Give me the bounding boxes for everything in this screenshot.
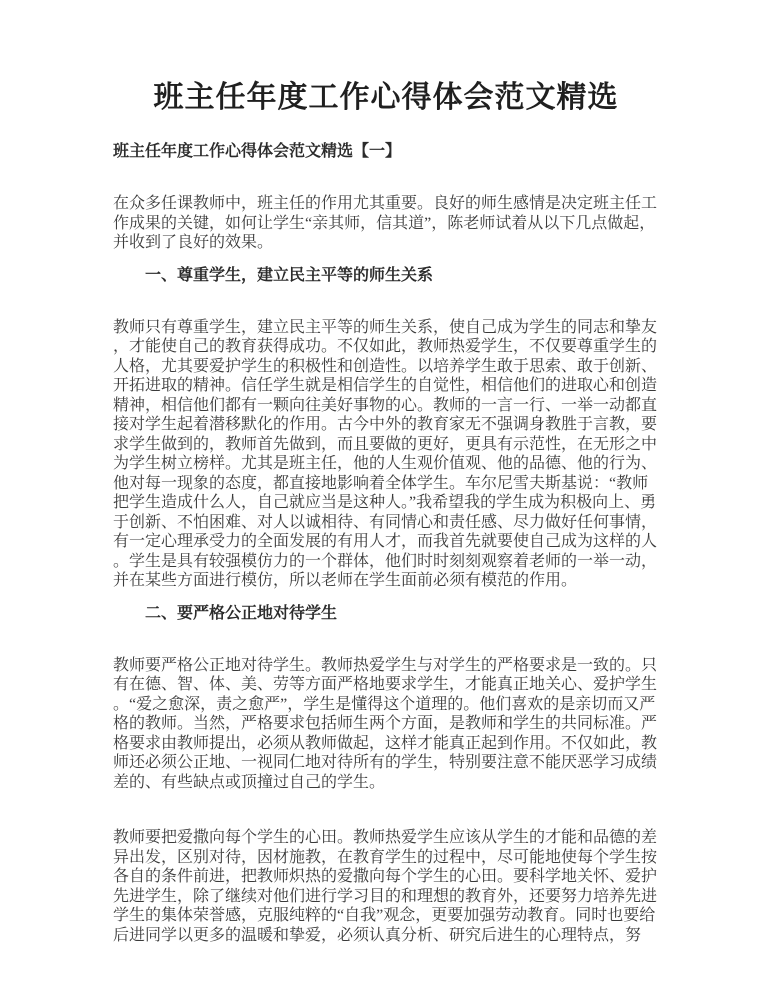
paragraph-section-2a: 教师要严格公正地对待学生。教师热爱学生与对学生的严格要求是一致的。只有在德、智、体、美、劳等方面严格地要求学生，才能真正地关心、爱护学生。“爱之愈深，责之愈严”，学生是懂得这个道理的。他们喜欢的是亲切而又严格的教师。当然，严格要求包括师生两个方面，是教师和学生的共同标准。严格要求由教师提出，必须从教师做起，这样才能真正起到作用。不仅如此，教师还必须公正地、一视同仁地对待所有的学生，特别要注意不能厌恶学习成绩差的、有些缺点或顶撞过自己的学生。 <box>113 656 658 791</box>
paragraph-section-2b: 教师要把爱撒向每个学生的心田。教师热爱学生应该从学生的才能和品德的差异出发，区别对待，因材施教，在教育学生的过程中，尽可能地使每个学生按各自的条件前进，把教师炽热的爱撒向每个学生的心田。要科学地关怀、爱护先进学生，除了继续对他们进行学习目的和理想的教育外，还要努力培养先进学生的集体荣誉感，克服纯粹的“自我”观念，更要加强劳动教育。同时也要给后进同学以更多的温暖和挚爱，必须认真分析、研究后进生的心理特点，努 <box>113 829 658 944</box>
section-heading-2: 二、要严格公正地对待学生 <box>145 604 338 622</box>
document-subtitle: 班主任年度工作心得体会范文精选【一】 <box>113 143 402 160</box>
paragraph-intro: 在众多任课教师中，班主任的作用尤其重要。良好的师生感情是决定班主任工作成果的关键，如何让学生“亲其师，信其道”，陈老师试着从以下几点做起，并收到了良好的效果。 <box>113 195 658 251</box>
section-heading-1: 一、尊重学生，建立民主平等的师生关系 <box>145 266 434 284</box>
document-title: 班主任年度工作心得体会范文精选 <box>153 81 619 114</box>
paragraph-section-1: 教师只有尊重学生，建立民主平等的师生关系，使自己成为学生的同志和挚友，才能使自己的教育获得成功。不仅如此，教师热爱学生，不仅要尊重学生的人格，尤其要爱护学生的积极性和创造性。以培养学生敢于思索、敢于创新、开拓进取的精神。信任学生就是相信学生的自觉性，相信他们的进取心和创造精神，相信他们都有一颗向往美好事物的心。教师的一言一行、一举一动都直接对学生起着潜移默化的作用。古今中外的教育家无不强调身教胜于言教，要求学生做到的，教师首先做到，而且要做的更好，更具有示范性，在无形之中为学生树立榜样。尤其是班主任，他的人生观价值观、他的品德、他的行为、他对每一现象的态度，都直接地影响着全体学生。车尔尼雪夫斯基说：“教师把学生造成什么人，自己就应当是这种人。”我希望我的学生成为积极向上、勇于创新、不怕困难、对人以诚相待、有同情心和责任感、尽力做好任何事情，有一定心理承受力的全面发展的有用人才，而我首先就要使自己成为这样的人。学生是具有较强模仿力的一个群体，他们时时刻刻观察着老师的一举一动，并在某些方面进行模仿，所以老师在学生面前必须有模范的作用。 <box>113 318 658 589</box>
